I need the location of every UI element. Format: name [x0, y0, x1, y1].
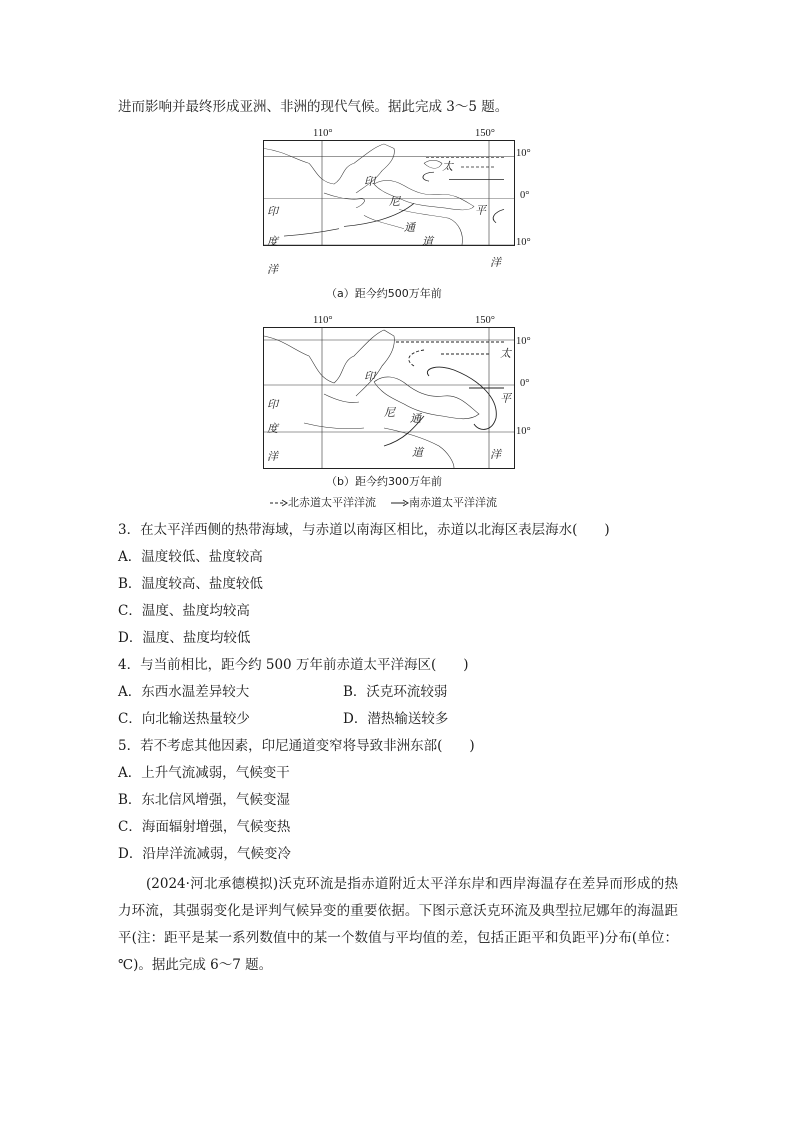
question-5-option-d[interactable]: D．沿岸洋流减弱，气候变冷 — [118, 846, 291, 862]
question-5-option-b[interactable]: B．东北信风增强，气候变湿 — [118, 792, 290, 808]
map-b-label-yin2: 印 — [267, 398, 278, 411]
question-5-option-a[interactable]: A．上升气流减弱，气候变干 — [118, 765, 290, 781]
map-b-lat-0: 0° — [520, 378, 530, 389]
question-4-option-b[interactable]: B．沃克环流较弱 — [343, 684, 448, 700]
map-a-lat-10n: 10° — [516, 148, 531, 159]
question-3-option-c[interactable]: C．温度、盐度均较高 — [118, 603, 250, 619]
legend — [270, 494, 497, 510]
map-b-lat-10s: 10° — [516, 426, 531, 437]
map-b-drawing — [264, 328, 514, 468]
dashed-arrow-icon — [270, 499, 288, 507]
map-a-lat-10s: 10° — [516, 237, 531, 248]
map-b-label-ni: 尼 — [384, 406, 395, 419]
map-a-label-yin2: 印 — [267, 205, 278, 218]
map-a-caption: （a）距今约500万年前 — [326, 287, 442, 300]
map-a-lon-label-150: 150° — [475, 128, 495, 139]
legend-north-label: 北赤道太平洋洋流 — [288, 496, 376, 509]
map-a-label-dao: 道 — [422, 235, 433, 248]
question-4-option-a[interactable]: A．东西水温差异较大 — [118, 684, 250, 700]
map-a-label-yang: 洋 — [267, 263, 278, 276]
map-b-label-du: 度 — [267, 422, 278, 435]
map-a-lat-0: 0° — [520, 190, 530, 201]
map-b-label-yang2: 洋 — [490, 448, 501, 461]
map-a-label-ping: 平 — [475, 204, 486, 217]
intro-line: 进而影响并最终形成亚洲、非洲的现代气候。据此完成 3～5 题。 — [118, 99, 509, 115]
map-b-label-yang: 洋 — [267, 450, 278, 463]
question-5-option-c[interactable]: C．海面辐射增强，气候变热 — [118, 819, 291, 835]
question-4-stem: 4．与当前相比，距今约 500 万年前赤道太平洋海区( ) — [118, 657, 469, 673]
map-b-lat-10n: 10° — [516, 336, 531, 347]
question-3-option-a[interactable]: A．温度较低、盐度较高 — [118, 549, 263, 565]
map-a-lon-label-110: 110° — [313, 128, 333, 139]
question-3-stem: 3．在太平洋西侧的热带海域，与赤道以南海区相比，赤道以北海区表层海水( ) — [118, 522, 610, 538]
question-4-option-d[interactable]: D．潜热输送较多 — [343, 711, 449, 727]
question-3-option-d[interactable]: D．温度、盐度均较低 — [118, 630, 251, 646]
map-b-lon-label-150: 150° — [475, 315, 495, 326]
map-b-label-tong: 通 — [410, 412, 421, 425]
map-b-label-yin: 印 — [364, 370, 375, 383]
solid-arrow-icon — [391, 499, 409, 507]
map-b-label-ping: 平 — [500, 392, 511, 405]
question-5-stem: 5．若不考虑其他因素，印尼通道变窄将导致非洲东部( ) — [118, 738, 475, 754]
map-b-caption: （b）距今约300万年前 — [326, 475, 442, 488]
map-b-lon-label-110: 110° — [313, 315, 333, 326]
map-b-label-tai: 太 — [500, 347, 511, 360]
legend-south-label: 南赤道太平洋洋流 — [409, 496, 497, 509]
map-a — [263, 140, 515, 276]
map-a-label-tai: 太 — [442, 160, 453, 173]
passage-6-7: (2024·河北承德模拟)沃克环流是指赤道附近太平洋东岸和西岸海温存在差异而形成的热力环流，其强弱变化是评判气候异变的重要依据。下图示意沃克环流及典型拉尼娜年的海温距平(注：距平是某一系列数值中的某一个数值与平均值的差，包括正距平和负距平)分布(单位：℃)。据此完成 6～7 题。 — [118, 876, 678, 973]
map-a-label-yin: 印 — [364, 175, 375, 188]
map-a-label-tong: 通 — [404, 221, 415, 234]
map-b-label-dao: 道 — [412, 446, 423, 459]
map-b — [263, 327, 515, 469]
map-a-label-du: 度 — [267, 235, 278, 248]
question-3-option-b[interactable]: B．温度较高、盐度较低 — [118, 576, 263, 592]
question-4-option-c[interactable]: C．向北输送热量较少 — [118, 711, 250, 727]
map-a-label-yang2: 洋 — [490, 256, 501, 269]
map-a-label-ni: 尼 — [389, 195, 400, 208]
